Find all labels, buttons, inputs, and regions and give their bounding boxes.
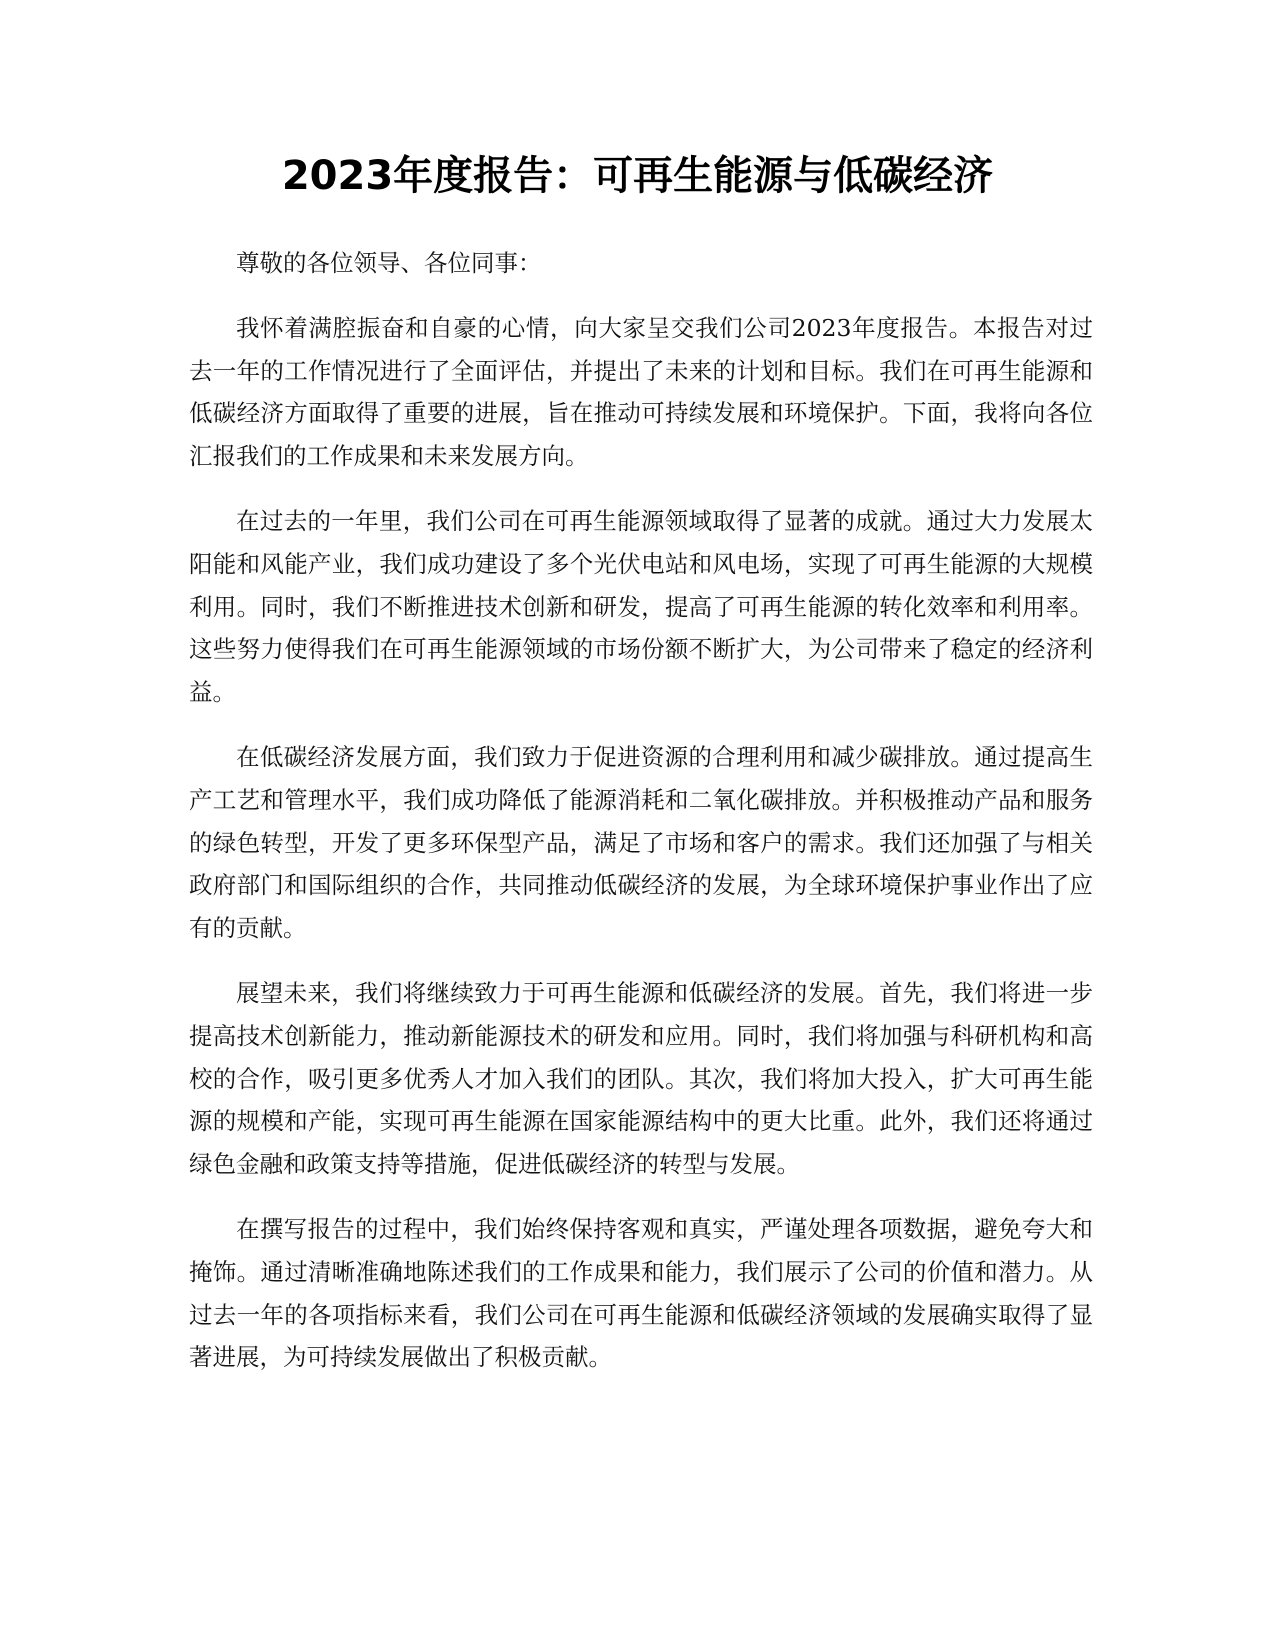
- paragraph-low-carbon: 在低碳经济发展方面，我们致力于促进资源的合理利用和减少碳排放。通过提高生产工艺和管理水平，我们成功降低了能源消耗和二氧化碳排放。并积极推动产品和服务的绿色转型，开发了更多环保型产品，满足了市场和客户的需求。我们还加强了与相关政府部门和国际组织的合作，共同推动低碳经济的发展，为全球环境保护事业作出了应有的贡献。: [189, 742, 1093, 943]
- salutation: 尊敬的各位领导、各位同事：: [236, 249, 542, 277]
- paragraph-conclusion: 在撰写报告的过程中，我们始终保持客观和真实，严谨处理各项数据，避免夸大和掩饰。通过清晰准确地陈述我们的工作成果和能力，我们展示了公司的价值和潜力。从过去一年的各项指标来看，我们公司在可再生能源和低碳经济领域的发展确实取得了显著进展，为可持续发展做出了积极贡献。: [189, 1214, 1093, 1372]
- document-body: [189, 242, 1093, 1401]
- paragraph-outlook: 展望未来，我们将继续致力于可再生能源和低碳经济的发展。首先，我们将进一步提高技术创新能力，推动新能源技术的研发和应用。同时，我们将加强与科研机构和高校的合作，吸引更多优秀人才加入我们的团队。其次，我们将加大投入，扩大可再生能源的规模和产能，实现可再生能源在国家能源结构中的更大比重。此外，我们还将通过绿色金融和政策支持等措施，促进低碳经济的转型与发展。: [189, 978, 1093, 1179]
- paragraph-intro: 我怀着满腔振奋和自豪的心情，向大家呈交我们公司2023年度报告。本报告对过去一年的工作情况进行了全面评估，并提出了未来的计划和目标。我们在可再生能源和低碳经济方面取得了重要的进展，旨在推动可持续发展和环境保护。下面，我将向各位汇报我们的工作成果和未来发展方向。: [189, 313, 1093, 471]
- paragraph-renewable-energy: 在过去的一年里，我们公司在可再生能源领域取得了显著的成就。通过大力发展太阳能和风能产业，我们成功建设了多个光伏电站和风电场，实现了可再生能源的大规模利用。同时，我们不断推进技术创新和研发，提高了可再生能源的转化效率和利用率。这些努力使得我们在可再生能源领域的市场份额不断扩大，为公司带来了稳定的经济利益。: [189, 506, 1093, 707]
- document-title: 2023年度报告：可再生能源与低碳经济: [281, 153, 994, 199]
